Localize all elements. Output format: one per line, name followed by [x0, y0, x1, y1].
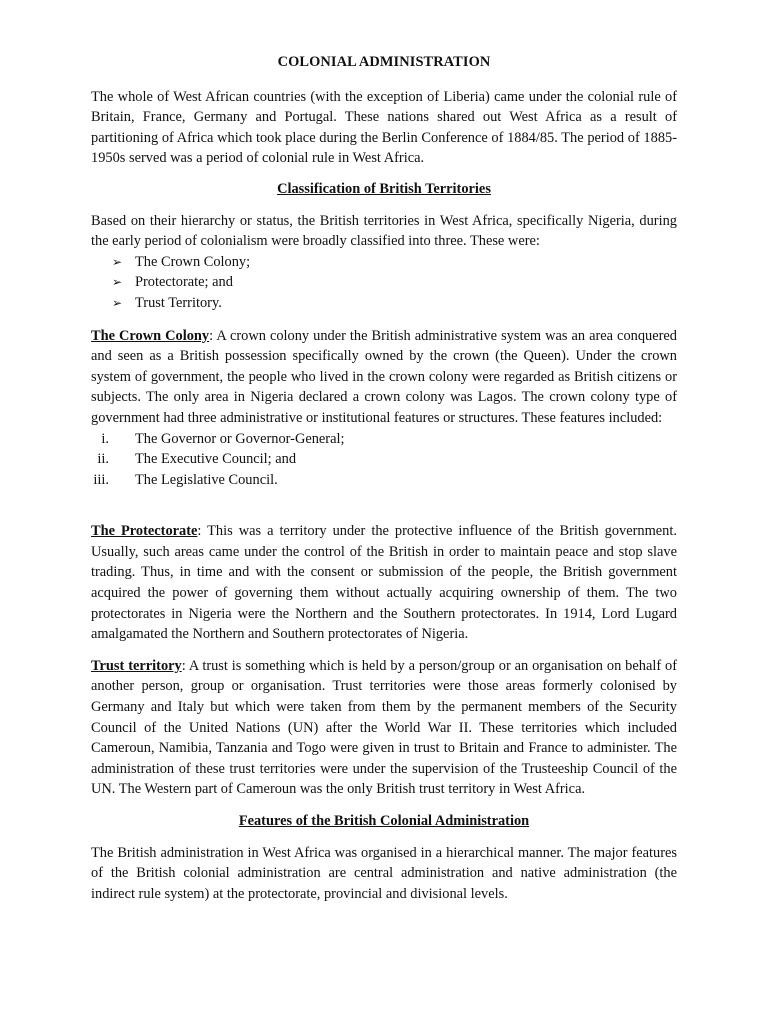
list-item: ➢ The Crown Colony; — [91, 252, 677, 273]
list-item: iii. The Legislative Council. — [93, 471, 278, 488]
page-title: COLONIAL ADMINISTRATION — [277, 54, 491, 70]
protectorate-paragraph: The Protectorate: This was a territory under the protective influence of the British government. Usually, such areas came under the control of the British in order to maintain peace and stop slave trading. Thus, in time and with the consent or submission of the people, the British government acquired the power of governing them without actually acquiring ownership of them. The two protectorates in Nigeria were the Northern and the Southern protectorates. In 1914, Lord Lugard amalgamated the Northern and Southern protectorates of Nigeria. — [91, 523, 677, 643]
arrow-bullet-icon: ➢ — [112, 275, 123, 290]
territory-list — [91, 252, 677, 314]
classification-paragraph: Based on their hierarchy or status, the British territories in West Africa, specifically Nigeria, during the early period of colonialism were broadly classified into three. These were: — [91, 212, 677, 250]
arrow-bullet-icon: ➢ — [112, 254, 123, 269]
trust-territory-paragraph: Trust territory: A trust is something which is held by a person/group or an organisation on behalf of another person, group or organisation. Trust territories were those areas formerly colonised by Germany and Italy but which were taken from them by the permanent members of the Security Council of the United Nations (UN) after the World War II. These territories which included Cameroun, Namibia, Tanzania and Togo were given in trust to Britain and France to administer. The administration of these trust territories were under the supervision of the Trusteeship Council of the UN. The Western part of Cameroun was the only British trust territory in West Africa. — [91, 657, 678, 798]
crown-colony-features-list — [91, 429, 677, 491]
list-item: ➢ Protectorate; and — [91, 272, 677, 293]
trust-territory-term: Trust territory — [91, 657, 182, 674]
arrow-bullet-icon: ➢ — [112, 295, 123, 310]
list-item: ii. The Executive Council; and — [97, 451, 297, 468]
classification-heading: Classification of British Territories — [277, 180, 491, 197]
intro-paragraph: The whole of West African countries (with the exception of Liberia) came under the colonial rule of Britain, France, Germany and Portugal. These nations shared out West Africa as a result of partitioning of Africa which took place during the Berlin Conference of 1884/85. The period of 1885-1950s served was a period of colonial rule in West Africa. — [91, 88, 677, 167]
list-item: i. The Governor or Governor-General; — [101, 430, 345, 447]
list-item: ➢ Trust Territory. — [91, 293, 677, 314]
features-heading: Features of the British Colonial Administration — [238, 813, 530, 829]
crown-colony-term: The Crown Colony — [91, 327, 210, 344]
protectorate-term: The Protectorate — [91, 523, 198, 540]
features-paragraph: The British administration in West Africa was organised in a hierarchical manner. The major features of the British colonial administration are central administration and native administration (the indirect rule system) at the protectorate, provincial and divisional levels. — [91, 844, 677, 902]
crown-colony-paragraph: The Crown Colony: A crown colony under the British administrative system was an area conquered and seen as a British possession specifically owned by the crown (the Queen). Under the crown system of government, the people who lived in the crown colony were regarded as British citizens or subjects. The only area in Nigeria declared a crown colony was Lagos. The crown colony type of government had three administrative or institutional features or structures. These features included: — [91, 327, 677, 426]
